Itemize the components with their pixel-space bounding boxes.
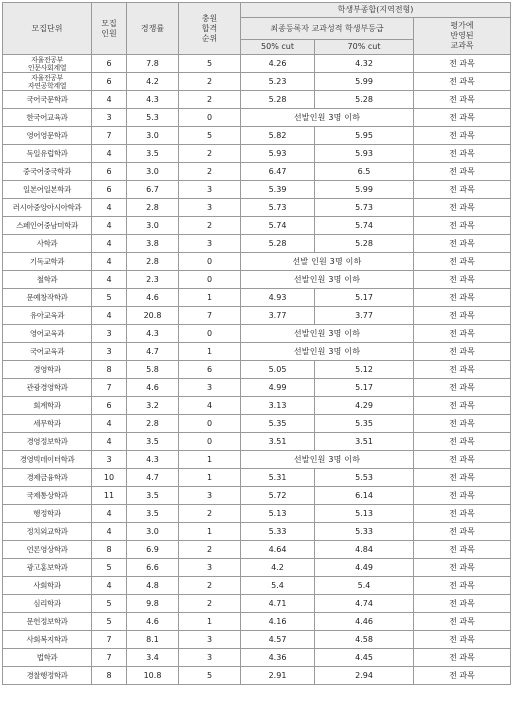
table-row xyxy=(3,433,511,451)
extra-rank-cell: 2 xyxy=(179,145,241,163)
cut50-cell: 3.77 xyxy=(241,307,315,325)
cut70-cell: 4.74 xyxy=(315,595,414,613)
quota-cell: 3 xyxy=(92,109,127,127)
table-row xyxy=(3,613,511,631)
table-row xyxy=(3,469,511,487)
unit-name-cell: 사학과 xyxy=(3,235,92,253)
extra-rank-cell: 5 xyxy=(179,127,241,145)
table-row xyxy=(3,199,511,217)
quota-cell: 4 xyxy=(92,217,127,235)
cut70-cell: 4.58 xyxy=(315,631,414,649)
cut50-cell: 6.47 xyxy=(241,163,315,181)
cut70-cell: 4.29 xyxy=(315,397,414,415)
cut50-cell: 4.64 xyxy=(241,541,315,559)
extra-rank-cell: 0 xyxy=(179,253,241,271)
cut70-cell: 5.33 xyxy=(315,523,414,541)
quota-cell: 11 xyxy=(92,487,127,505)
table-row xyxy=(3,145,511,163)
competition-cell: 5.8 xyxy=(127,361,179,379)
table-row xyxy=(3,325,511,343)
extra-rank-cell: 2 xyxy=(179,73,241,91)
extra-rank-cell: 2 xyxy=(179,577,241,595)
cut50-cell: 4.36 xyxy=(241,649,315,667)
unit-name-cell: 회계학과 xyxy=(3,397,92,415)
header-group: 학생부종합(지역전형) xyxy=(241,3,511,18)
cut70-cell: 5.73 xyxy=(315,199,414,217)
competition-cell: 3.0 xyxy=(127,217,179,235)
quota-cell: 3 xyxy=(92,451,127,469)
table-row xyxy=(3,361,511,379)
unit-name-cell: 한국어교육과 xyxy=(3,109,92,127)
header-unit: 모집단위 xyxy=(3,3,92,55)
cut70-cell: 5.17 xyxy=(315,289,414,307)
competition-cell: 4.6 xyxy=(127,289,179,307)
header-subjects: 평가에 반영된 교과목 xyxy=(414,18,511,55)
quota-cell: 8 xyxy=(92,667,127,685)
extra-rank-cell: 1 xyxy=(179,451,241,469)
quota-cell: 6 xyxy=(92,163,127,181)
note-cell: 선발인원 3명 이하 xyxy=(241,109,414,127)
unit-name-cell: 경찰행정학과 xyxy=(3,667,92,685)
extra-rank-cell: 0 xyxy=(179,415,241,433)
subjects-cell: 전 과목 xyxy=(414,595,511,613)
competition-cell: 4.3 xyxy=(127,325,179,343)
extra-rank-cell: 1 xyxy=(179,289,241,307)
cut70-cell: 5.99 xyxy=(315,181,414,199)
unit-name-cell: 법학과 xyxy=(3,649,92,667)
unit-name-cell: 경영정보학과 xyxy=(3,433,92,451)
quota-cell: 4 xyxy=(92,253,127,271)
table-row xyxy=(3,271,511,289)
quota-cell: 6 xyxy=(92,73,127,91)
extra-rank-cell: 0 xyxy=(179,109,241,127)
unit-name-cell: 문헌정보학과 xyxy=(3,613,92,631)
extra-rank-cell: 5 xyxy=(179,55,241,73)
quota-cell: 4 xyxy=(92,523,127,541)
unit-name-cell: 광고홍보학과 xyxy=(3,559,92,577)
extra-rank-cell: 3 xyxy=(179,235,241,253)
unit-name-cell: 국제통상학과 xyxy=(3,487,92,505)
cut70-cell: 5.93 xyxy=(315,145,414,163)
table-row xyxy=(3,667,511,685)
extra-rank-cell: 2 xyxy=(179,217,241,235)
extra-rank-cell: 3 xyxy=(179,631,241,649)
table-row xyxy=(3,163,511,181)
table-row xyxy=(3,235,511,253)
subjects-cell: 전 과목 xyxy=(414,91,511,109)
subjects-cell: 전 과목 xyxy=(414,397,511,415)
quota-cell: 7 xyxy=(92,379,127,397)
cut50-cell: 4.2 xyxy=(241,559,315,577)
cut70-cell: 3.51 xyxy=(315,433,414,451)
quota-cell: 7 xyxy=(92,649,127,667)
extra-rank-cell: 6 xyxy=(179,361,241,379)
unit-name-cell: 러시아중앙아시아학과 xyxy=(3,199,92,217)
competition-cell: 3.5 xyxy=(127,433,179,451)
competition-cell: 20.8 xyxy=(127,307,179,325)
cut50-cell: 3.13 xyxy=(241,397,315,415)
subjects-cell: 전 과목 xyxy=(414,631,511,649)
note-cell: 선발인원 3명 이하 xyxy=(241,451,414,469)
competition-cell: 5.3 xyxy=(127,109,179,127)
extra-rank-cell: 0 xyxy=(179,271,241,289)
quota-cell: 10 xyxy=(92,469,127,487)
unit-name-cell: 자율전공부 인문사회계열 xyxy=(3,55,92,73)
subjects-cell: 전 과목 xyxy=(414,577,511,595)
subjects-cell: 전 과목 xyxy=(414,307,511,325)
note-cell: 선발인원 3명 이하 xyxy=(241,343,414,361)
subjects-cell: 전 과목 xyxy=(414,649,511,667)
competition-cell: 4.3 xyxy=(127,91,179,109)
cut70-cell: 5.53 xyxy=(315,469,414,487)
cut70-cell: 4.32 xyxy=(315,55,414,73)
quota-cell: 5 xyxy=(92,613,127,631)
subjects-cell: 전 과목 xyxy=(414,289,511,307)
cut50-cell: 5.35 xyxy=(241,415,315,433)
extra-rank-cell: 0 xyxy=(179,433,241,451)
unit-name-cell: 정치외교학과 xyxy=(3,523,92,541)
cut50-cell: 4.57 xyxy=(241,631,315,649)
quota-cell: 4 xyxy=(92,415,127,433)
cut50-cell: 4.26 xyxy=(241,55,315,73)
unit-name-cell: 중국어중국학과 xyxy=(3,163,92,181)
extra-rank-cell: 5 xyxy=(179,667,241,685)
subjects-cell: 전 과목 xyxy=(414,73,511,91)
cut50-cell: 4.93 xyxy=(241,289,315,307)
competition-cell: 3.5 xyxy=(127,505,179,523)
cut50-cell: 3.51 xyxy=(241,433,315,451)
extra-rank-cell: 2 xyxy=(179,541,241,559)
table-row xyxy=(3,505,511,523)
unit-name-cell: 스페인어중남미학과 xyxy=(3,217,92,235)
unit-name-cell: 문예창작학과 xyxy=(3,289,92,307)
note-cell: 선발인원 3명 이하 xyxy=(241,271,414,289)
cut50-cell: 5.73 xyxy=(241,199,315,217)
extra-rank-cell: 3 xyxy=(179,487,241,505)
table-row xyxy=(3,487,511,505)
unit-name-cell: 경영학과 xyxy=(3,361,92,379)
cut70-cell: 4.45 xyxy=(315,649,414,667)
quota-cell: 4 xyxy=(92,307,127,325)
subjects-cell: 전 과목 xyxy=(414,145,511,163)
cut50-cell: 5.74 xyxy=(241,217,315,235)
quota-cell: 5 xyxy=(92,595,127,613)
table-row xyxy=(3,55,511,73)
subjects-cell: 전 과목 xyxy=(414,181,511,199)
subjects-cell: 전 과목 xyxy=(414,271,511,289)
extra-rank-cell: 3 xyxy=(179,181,241,199)
table-row xyxy=(3,379,511,397)
quota-cell: 4 xyxy=(92,271,127,289)
cut70-cell: 5.74 xyxy=(315,217,414,235)
table-row xyxy=(3,109,511,127)
cut50-cell: 5.72 xyxy=(241,487,315,505)
subjects-cell: 전 과목 xyxy=(414,523,511,541)
unit-name-cell: 세무학과 xyxy=(3,415,92,433)
competition-cell: 3.2 xyxy=(127,397,179,415)
competition-cell: 3.0 xyxy=(127,127,179,145)
cut70-cell: 5.4 xyxy=(315,577,414,595)
table-row xyxy=(3,631,511,649)
subjects-cell: 전 과목 xyxy=(414,541,511,559)
competition-cell: 2.8 xyxy=(127,199,179,217)
unit-name-cell: 심리학과 xyxy=(3,595,92,613)
subjects-cell: 전 과목 xyxy=(414,559,511,577)
table-row xyxy=(3,523,511,541)
unit-name-cell: 일본어일본학과 xyxy=(3,181,92,199)
competition-cell: 6.9 xyxy=(127,541,179,559)
cut50-cell: 5.82 xyxy=(241,127,315,145)
unit-name-cell: 독일유럽학과 xyxy=(3,145,92,163)
unit-name-cell: 언론영상학과 xyxy=(3,541,92,559)
cut70-cell: 4.46 xyxy=(315,613,414,631)
quota-cell: 8 xyxy=(92,361,127,379)
cut50-cell: 2.91 xyxy=(241,667,315,685)
unit-name-cell: 국어국문학과 xyxy=(3,91,92,109)
competition-cell: 7.8 xyxy=(127,55,179,73)
quota-cell: 6 xyxy=(92,55,127,73)
cut70-cell: 5.13 xyxy=(315,505,414,523)
quota-cell: 7 xyxy=(92,631,127,649)
cut70-cell: 3.77 xyxy=(315,307,414,325)
table-row xyxy=(3,397,511,415)
quota-cell: 4 xyxy=(92,577,127,595)
header-subgroup: 최종등록자 교과성적 학생부등급 xyxy=(241,18,414,40)
competition-cell: 3.4 xyxy=(127,649,179,667)
unit-name-cell: 사회학과 xyxy=(3,577,92,595)
subjects-cell: 전 과목 xyxy=(414,469,511,487)
table-row xyxy=(3,253,511,271)
unit-name-cell: 기독교학과 xyxy=(3,253,92,271)
header-cut50: 50% cut xyxy=(241,40,315,55)
unit-name-cell: 경영빅데이터학과 xyxy=(3,451,92,469)
quota-cell: 4 xyxy=(92,505,127,523)
subjects-cell: 전 과목 xyxy=(414,163,511,181)
cut70-cell: 5.17 xyxy=(315,379,414,397)
subjects-cell: 전 과목 xyxy=(414,613,511,631)
competition-cell: 2.3 xyxy=(127,271,179,289)
table-row xyxy=(3,577,511,595)
extra-rank-cell: 4 xyxy=(179,397,241,415)
competition-cell: 3.5 xyxy=(127,487,179,505)
subjects-cell: 전 과목 xyxy=(414,379,511,397)
unit-name-cell: 영어교육과 xyxy=(3,325,92,343)
subjects-cell: 전 과목 xyxy=(414,505,511,523)
cut70-cell: 5.95 xyxy=(315,127,414,145)
header-competition: 경쟁률 xyxy=(127,3,179,55)
table-row xyxy=(3,127,511,145)
quota-cell: 6 xyxy=(92,181,127,199)
table-row xyxy=(3,73,511,91)
unit-name-cell: 영어영문학과 xyxy=(3,127,92,145)
subjects-cell: 전 과목 xyxy=(414,487,511,505)
cut70-cell: 6.5 xyxy=(315,163,414,181)
table-row xyxy=(3,559,511,577)
table-row xyxy=(3,217,511,235)
competition-cell: 3.0 xyxy=(127,523,179,541)
cut70-cell: 5.99 xyxy=(315,73,414,91)
subjects-cell: 전 과목 xyxy=(414,325,511,343)
unit-name-cell: 자율전공부 자연공학계열 xyxy=(3,73,92,91)
note-cell: 선발 인원 3명 이하 xyxy=(241,253,414,271)
quota-cell: 4 xyxy=(92,91,127,109)
cut50-cell: 5.33 xyxy=(241,523,315,541)
competition-cell: 6.6 xyxy=(127,559,179,577)
subjects-cell: 전 과목 xyxy=(414,55,511,73)
unit-name-cell: 경제금융학과 xyxy=(3,469,92,487)
unit-name-cell: 관광경영학과 xyxy=(3,379,92,397)
competition-cell: 4.7 xyxy=(127,343,179,361)
quota-cell: 4 xyxy=(92,433,127,451)
table-row xyxy=(3,91,511,109)
cut50-cell: 5.28 xyxy=(241,235,315,253)
subjects-cell: 전 과목 xyxy=(414,109,511,127)
competition-cell: 3.0 xyxy=(127,163,179,181)
table-row xyxy=(3,541,511,559)
cut50-cell: 4.71 xyxy=(241,595,315,613)
quota-cell: 4 xyxy=(92,145,127,163)
table-row xyxy=(3,181,511,199)
subjects-cell: 전 과목 xyxy=(414,451,511,469)
subjects-cell: 전 과목 xyxy=(414,433,511,451)
cut50-cell: 5.13 xyxy=(241,505,315,523)
note-cell: 선발인원 3명 이하 xyxy=(241,325,414,343)
quota-cell: 8 xyxy=(92,541,127,559)
competition-cell: 8.1 xyxy=(127,631,179,649)
subjects-cell: 전 과목 xyxy=(414,343,511,361)
extra-rank-cell: 3 xyxy=(179,379,241,397)
unit-name-cell: 사회복지학과 xyxy=(3,631,92,649)
cut70-cell: 4.84 xyxy=(315,541,414,559)
extra-rank-cell: 1 xyxy=(179,343,241,361)
table-row xyxy=(3,415,511,433)
cut50-cell: 5.28 xyxy=(241,91,315,109)
table-header xyxy=(3,3,511,55)
table-row xyxy=(3,451,511,469)
cut70-cell: 6.14 xyxy=(315,487,414,505)
table-row xyxy=(3,649,511,667)
cut50-cell: 4.16 xyxy=(241,613,315,631)
quota-cell: 4 xyxy=(92,199,127,217)
subjects-cell: 전 과목 xyxy=(414,667,511,685)
unit-name-cell: 행정학과 xyxy=(3,505,92,523)
competition-cell: 4.7 xyxy=(127,469,179,487)
quota-cell: 6 xyxy=(92,397,127,415)
unit-name-cell: 국어교육과 xyxy=(3,343,92,361)
competition-cell: 4.6 xyxy=(127,379,179,397)
cut70-cell: 5.12 xyxy=(315,361,414,379)
subjects-cell: 전 과목 xyxy=(414,217,511,235)
unit-name-cell: 유아교육과 xyxy=(3,307,92,325)
subjects-cell: 전 과목 xyxy=(414,415,511,433)
unit-name-cell: 철학과 xyxy=(3,271,92,289)
competition-cell: 6.7 xyxy=(127,181,179,199)
table-body xyxy=(3,55,511,685)
cut50-cell: 5.4 xyxy=(241,577,315,595)
quota-cell: 5 xyxy=(92,289,127,307)
cut50-cell: 5.31 xyxy=(241,469,315,487)
header-quota: 모집 인원 xyxy=(92,3,127,55)
cut70-cell: 5.28 xyxy=(315,91,414,109)
competition-cell: 4.8 xyxy=(127,577,179,595)
extra-rank-cell: 1 xyxy=(179,523,241,541)
cut70-cell: 2.94 xyxy=(315,667,414,685)
extra-rank-cell: 0 xyxy=(179,325,241,343)
competition-cell: 3.5 xyxy=(127,145,179,163)
extra-rank-cell: 2 xyxy=(179,91,241,109)
cut70-cell: 4.49 xyxy=(315,559,414,577)
table-row xyxy=(3,343,511,361)
table-row xyxy=(3,307,511,325)
cut70-cell: 5.35 xyxy=(315,415,414,433)
competition-cell: 4.3 xyxy=(127,451,179,469)
subjects-cell: 전 과목 xyxy=(414,361,511,379)
header-extra-rank: 충원 합격 순위 xyxy=(179,3,241,55)
extra-rank-cell: 1 xyxy=(179,469,241,487)
extra-rank-cell: 2 xyxy=(179,163,241,181)
competition-cell: 4.6 xyxy=(127,613,179,631)
cut50-cell: 5.39 xyxy=(241,181,315,199)
extra-rank-cell: 2 xyxy=(179,505,241,523)
extra-rank-cell: 3 xyxy=(179,199,241,217)
extra-rank-cell: 7 xyxy=(179,307,241,325)
quota-cell: 4 xyxy=(92,235,127,253)
subjects-cell: 전 과목 xyxy=(414,253,511,271)
subjects-cell: 전 과목 xyxy=(414,235,511,253)
extra-rank-cell: 3 xyxy=(179,559,241,577)
competition-cell: 10.8 xyxy=(127,667,179,685)
extra-rank-cell: 3 xyxy=(179,649,241,667)
cut50-cell: 5.05 xyxy=(241,361,315,379)
subjects-cell: 전 과목 xyxy=(414,199,511,217)
competition-cell: 9.8 xyxy=(127,595,179,613)
cut70-cell: 5.28 xyxy=(315,235,414,253)
table-row xyxy=(3,289,511,307)
quota-cell: 5 xyxy=(92,559,127,577)
table-row xyxy=(3,595,511,613)
admission-table xyxy=(2,2,511,685)
competition-cell: 2.8 xyxy=(127,253,179,271)
quota-cell: 7 xyxy=(92,127,127,145)
quota-cell: 3 xyxy=(92,343,127,361)
subjects-cell: 전 과목 xyxy=(414,127,511,145)
quota-cell: 3 xyxy=(92,325,127,343)
extra-rank-cell: 2 xyxy=(179,595,241,613)
cut50-cell: 5.23 xyxy=(241,73,315,91)
competition-cell: 3.8 xyxy=(127,235,179,253)
cut50-cell: 4.99 xyxy=(241,379,315,397)
cut50-cell: 5.93 xyxy=(241,145,315,163)
extra-rank-cell: 1 xyxy=(179,613,241,631)
header-cut70: 70% cut xyxy=(315,40,414,55)
competition-cell: 2.8 xyxy=(127,415,179,433)
competition-cell: 4.2 xyxy=(127,73,179,91)
